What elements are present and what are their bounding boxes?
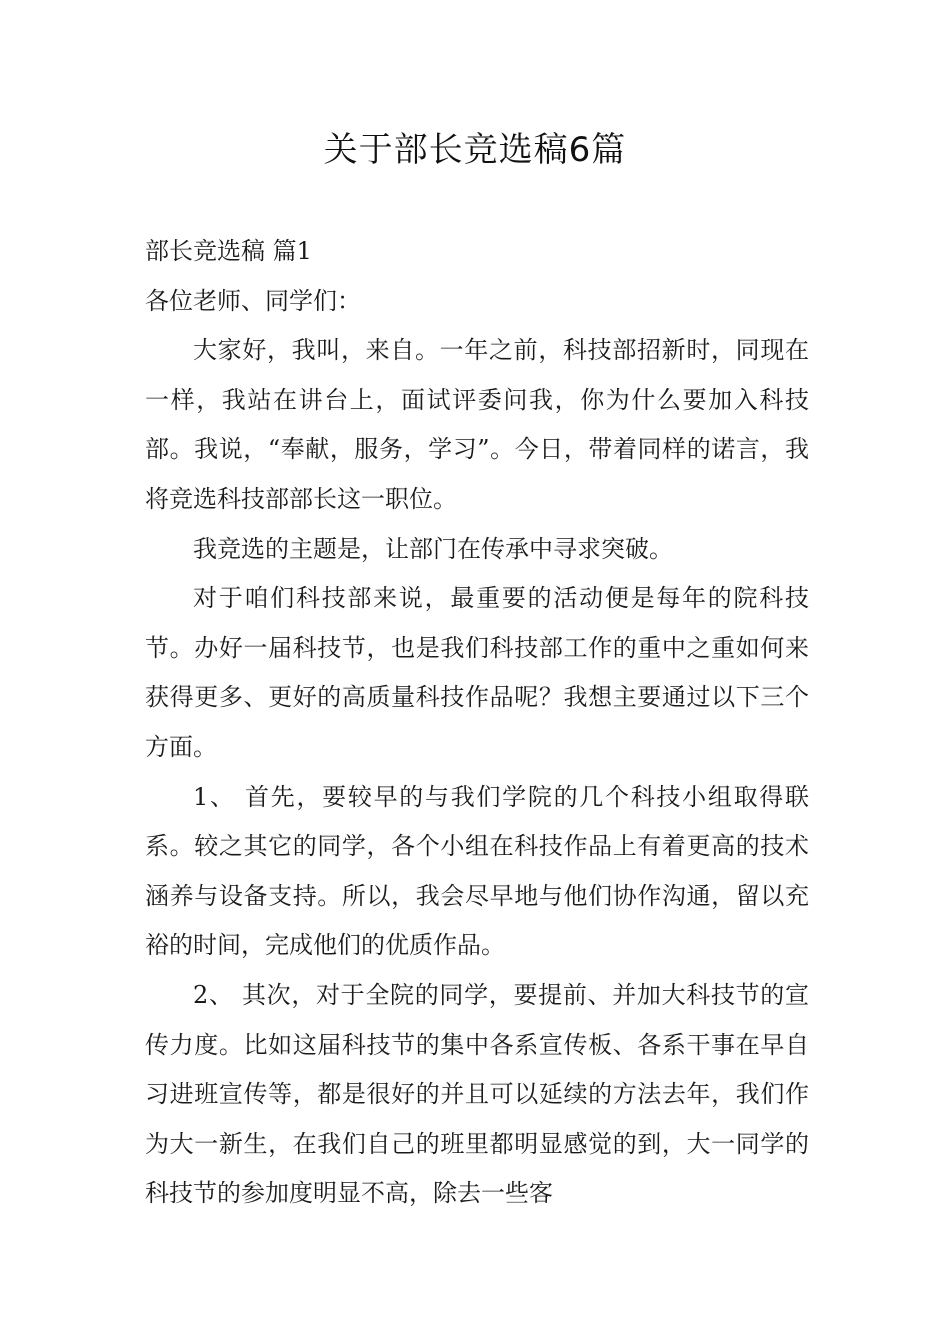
paragraph-point-1: 1、 首先，要较早的与我们学院的几个科技小组取得联系。较之其它的同学，各个小组在科技作品上有着更高的技术涵养与设备支持。所以，我会尽早地与他们协作沟通，留以充裕的时间，完成他们的优质作品。 [145, 782, 809, 960]
document-title: 关于部长竞选稿6篇 [323, 130, 627, 170]
paragraph-tech-festival: 对于咱们科技部来说，最重要的活动便是每年的院科技节。办好一届科技节，也是我们科技部工作的重中之重如何来获得更多、更好的高质量科技作品呢？我想主要通过以下三个方面。 [145, 584, 809, 761]
paragraph-intro: 大家好，我叫，来自。一年之前，科技部招新时，同现在一样，我站在讲台上，面试评委问我，你为什么要加入科技部。我说，“奉献，服务，学习”。今日，带着同样的诺言，我将竞选科技部部长这一职位。 [145, 336, 809, 513]
paragraph-theme: 我竞选的主题是，让部门在传承中寻求突破。 [193, 534, 673, 563]
document-body [145, 227, 809, 1219]
salutation: 各位老师、同学们： [145, 286, 361, 315]
paragraph-point-2: 2、 其次，对于全院的同学，要提前、并加大科技节的宣传力度。比如这届科技节的集中各系宣传板、各系干事在早自习进班宣传等，都是很好的并且可以延续的方法去年，我们作为大一新生，在我们自己的班里都明显感觉的到，大一同学的科技节的参加度明显不高，除去一些客 [145, 980, 809, 1208]
section-heading: 部长竞选稿 篇1 [145, 237, 312, 265]
